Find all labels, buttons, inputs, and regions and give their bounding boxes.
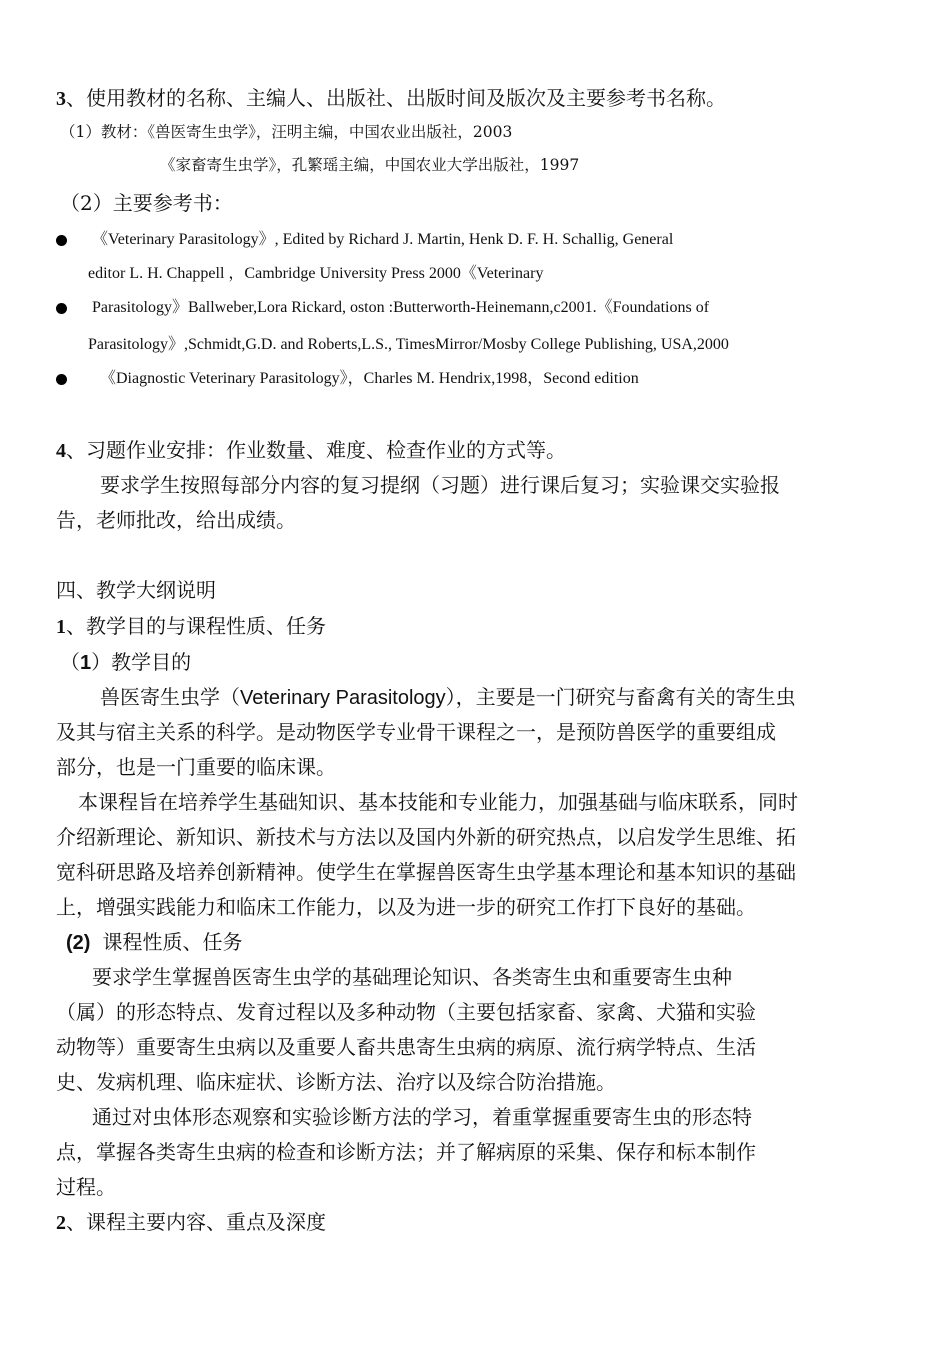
- reference-3-line-1: 《Diagnostic Veterinary Parasitology》，Charles M. Hendrix,1998，Second edition: [100, 370, 639, 387]
- paragraph-line: [100, 687, 796, 708]
- section-3-heading: [56, 88, 726, 109]
- section-number: 2: [56, 1212, 66, 1234]
- section-title: 、教学目的与课程性质、任务: [66, 614, 326, 638]
- paragraph-line: 介绍新理论、新知识、新技术与方法以及国内外新的研究热点，以启发学生思维、拓: [56, 825, 796, 849]
- textbook-line-2: 《家畜寄生虫学》，孔繁瑶主编，中国农业大学出版社，1997: [160, 156, 580, 174]
- paragraph-line: 及其与宿主关系的科学。是动物医学专业骨干课程之一，是预防兽医学的重要组成: [56, 720, 776, 744]
- section-title: 、习题作业安排：作业数量、难度、检查作业的方式等。: [66, 438, 566, 462]
- textbook-line-1: （1）教材：《兽医寄生虫学》，汪明主编，中国农业出版社，2003: [60, 123, 513, 141]
- section-title: 、课程主要内容、重点及深度: [66, 1210, 326, 1234]
- references-heading: （2）主要参考书：: [60, 191, 233, 215]
- section-number: 1: [56, 616, 66, 638]
- english-term: Veterinary Parasitology: [240, 687, 446, 709]
- paragraph-line: 要求学生掌握兽医寄生虫学的基础理论知识、各类寄生虫和重要寄生虫种: [92, 965, 732, 989]
- subsection-1a-heading: [60, 652, 191, 673]
- reference-2-line-1: Parasitology》Ballweber,Lora Rickard, oston :Butterworth-Heinemann,c2001.《Foundations of: [92, 299, 710, 316]
- subsection-2-heading: [56, 1212, 326, 1233]
- bullet-icon: [56, 374, 67, 385]
- paragraph-line: 要求学生按照每部分内容的复习提纲（习题）进行课后复习；实验课交实验报: [100, 473, 780, 497]
- part-4-heading: 四、教学大纲说明: [56, 578, 216, 602]
- section-number: 3: [56, 88, 66, 110]
- bullet-icon: [56, 303, 67, 314]
- paragraph-line: 过程。: [56, 1175, 116, 1199]
- text-run: 兽医寄生虫学（: [100, 685, 240, 709]
- item-title: 课程性质、任务: [102, 930, 243, 954]
- paragraph-line: 点，掌握各类寄生虫病的检查和诊断方法；并了解病原的采集、保存和标本制作: [56, 1140, 756, 1164]
- paragraph-line: 通过对虫体形态观察和实验诊断方法的学习，着重掌握重要寄生虫的形态特: [92, 1105, 752, 1129]
- item-title: ）教学目的: [91, 650, 192, 674]
- subsection-1b-heading: [66, 932, 242, 953]
- text-run: ），主要是一门研究与畜禽有关的寄生虫: [445, 685, 796, 709]
- paragraph-line: 上，增强实践能力和临床工作能力，以及为进一步的研究工作打下良好的基础。: [56, 895, 756, 919]
- paragraph-line: 部分，也是一门重要的临床课。: [56, 755, 336, 779]
- paragraph-line: 史、发病机理、临床症状、诊断方法、治疗以及综合防治措施。: [56, 1070, 616, 1094]
- reference-1-line-1: 《Veterinary Parasitology》, Edited by Richard J. Martin, Henk D. F. H. Schallig, General: [92, 231, 674, 248]
- reference-1-line-2: editor L. H. Chappell ，Cambridge University Press 2000《Veterinary: [88, 265, 544, 282]
- paren-open: （: [60, 650, 80, 674]
- section-number: 4: [56, 440, 66, 462]
- subsection-1-heading: [56, 616, 326, 637]
- section-title: 、使用教材的名称、主编人、出版社、出版时间及版次及主要参考书名称。: [66, 86, 726, 110]
- paragraph-line: 动物等）重要寄生虫病以及重要人畜共患寄生虫病的病原、流行病学特点、生活: [56, 1035, 756, 1059]
- bullet-icon: [56, 235, 67, 246]
- paragraph-line: 宽科研思路及培养创新精神。使学生在掌握兽医寄生虫学基本理论和基本知识的基础: [56, 860, 796, 884]
- item-number: (2): [66, 932, 91, 954]
- paragraph-line: 本课程旨在培养学生基础知识、基本技能和专业能力，加强基础与临床联系，同时: [78, 790, 798, 814]
- section-4-heading: [56, 440, 566, 461]
- paragraph-line: （属）的形态特点、发育过程以及多种动物（主要包括家畜、家禽、犬猫和实验: [56, 1000, 756, 1024]
- paragraph-line: 告，老师批改，给出成绩。: [56, 508, 296, 532]
- item-number: 1: [80, 652, 92, 674]
- reference-2-line-2: Parasitology》,Schmidt,G.D. and Roberts,L.S., TimesMirror/Mosby College Publishing, USA,2000: [88, 336, 729, 353]
